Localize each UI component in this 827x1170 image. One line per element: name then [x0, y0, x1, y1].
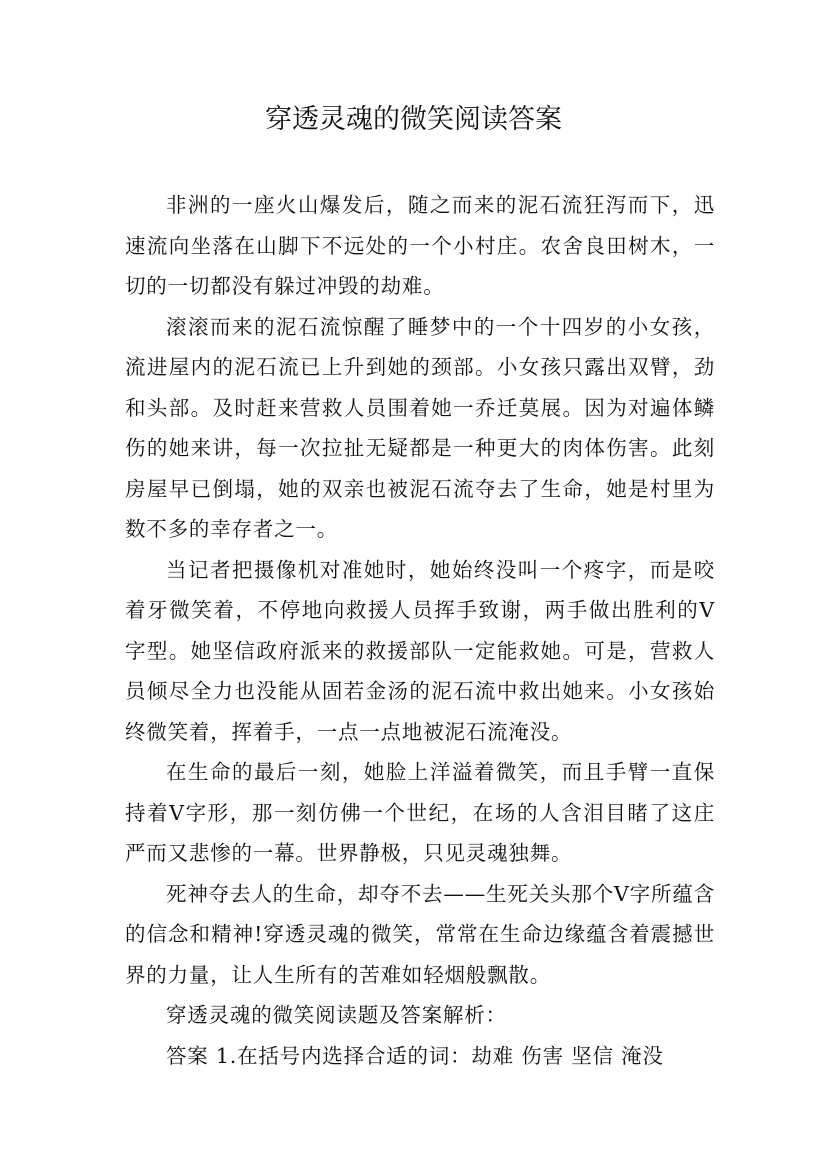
paragraph-2: 滚滚而来的泥石流惊醒了睡梦中的一个十四岁的小女孩，流进屋内的泥石流已上升到她的颈部。小女孩只露出双臂，劲和头部。及时赶来营救人员围着她一乔迁莫展。因为对遍体鳞伤的她来讲，每一次拉扯无疑都是一种更大的肉体伤害。此刻房屋早已倒塌，她的双亲也被泥石流夺去了生命，她是村里为数不多的幸存者之一。	[125, 314, 715, 541]
paragraph-1: 非洲的一座火山爆发后，随之而来的泥石流狂泻而下，迅速流向坐落在山脚下不远处的一个小村庄。农舍良田树木，一切的一切都没有躲过冲毁的劫难。	[125, 193, 715, 298]
paragraph-4: 在生命的最后一刻，她脸上洋溢着微笑，而且手臂一直保持着V字形，那一刻仿佛一个世纪，在场的人含泪目睹了这庄严而又悲惨的一幕。世界静极，只见灵魂独舞。	[125, 760, 715, 865]
paragraph-5: 死神夺去人的生命，却夺不去——生死关头那个V字所蕴含的信念和精神!穿透灵魂的微笑，常常在生命边缘蕴含着震撼世界的力量，让人生所有的苦难如轻烟般飘散。	[125, 881, 715, 987]
answer-item-1: 答案 1.在括号内选择合适的词：劫难 伤害 坚信 淹没	[166, 1043, 664, 1068]
answers-heading: 穿透灵魂的微笑阅读题及答案解析：	[166, 1003, 507, 1027]
article-body	[125, 185, 715, 1076]
page-title: 穿透灵魂的微笑阅读答案	[265, 104, 562, 135]
paragraph-3: 当记者把摄像机对准她时，她始终没叫一个疼字，而是咬着牙微笑着，不停地向救援人员挥手致谢，两手做出胜利的V字型。她坚信政府派来的救援部队一定能救她。可是，营救人员倾尽全力也没能从固若金汤的泥石流中救出她来。小女孩始终微笑着，挥着手，一点一点地被泥石流淹没。	[125, 557, 715, 744]
